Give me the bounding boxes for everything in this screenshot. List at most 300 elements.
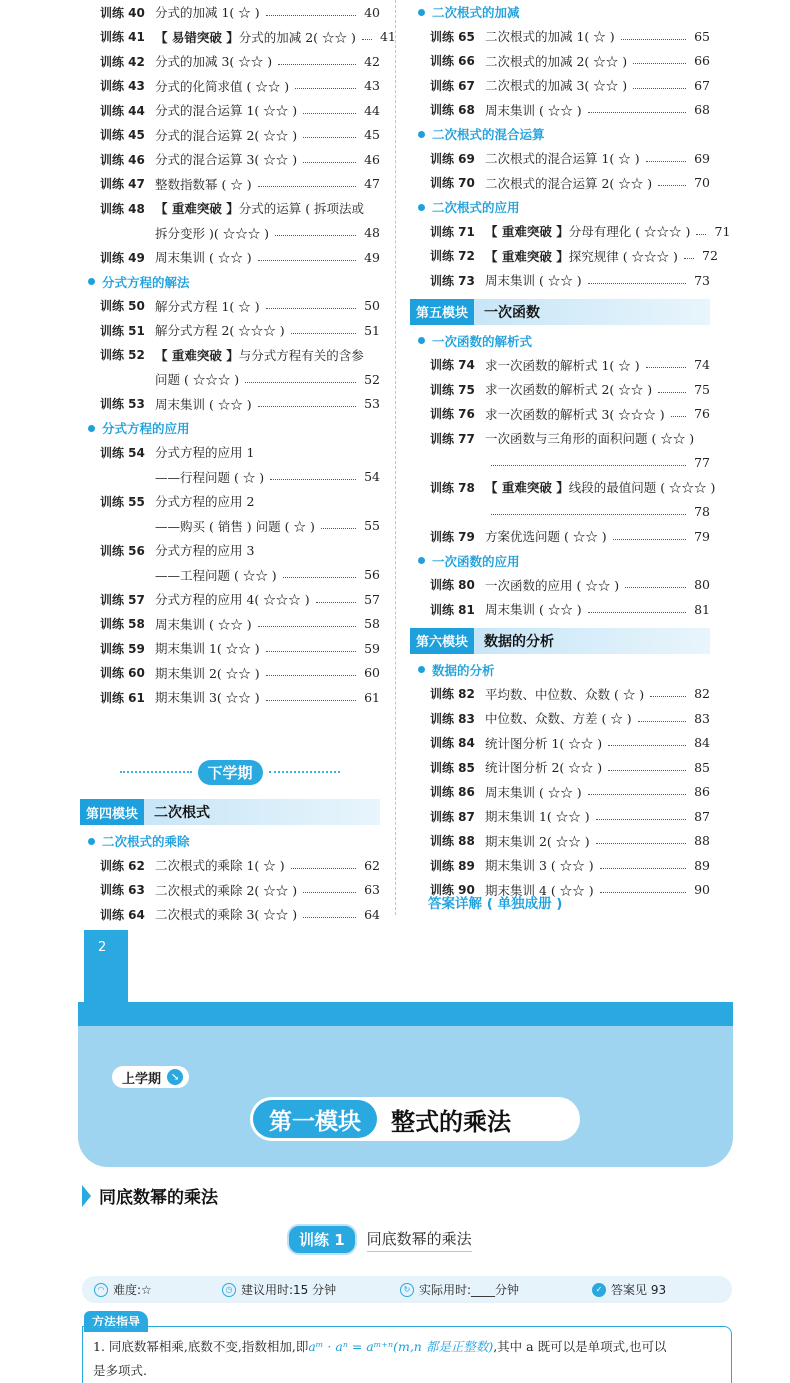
- page-ref: 43: [364, 78, 380, 94]
- toc-entry[interactable]: [410, 804, 710, 829]
- semester-tag-label: 上学期: [122, 1071, 162, 1087]
- entry-title-text: 二次根式的加减 2( ☆☆ ): [485, 53, 628, 69]
- leader-dots: [303, 917, 356, 918]
- entry-title-text: 问题 ( ☆☆☆ ): [155, 372, 240, 388]
- page-ref: 64: [364, 906, 380, 922]
- training-code: 训练 43: [100, 79, 145, 94]
- page-ref: 61: [364, 689, 380, 705]
- leader-dots: [266, 651, 356, 652]
- page-ref: 60: [364, 665, 380, 681]
- page-ref: 52: [364, 371, 380, 387]
- page-ref: 49: [364, 249, 380, 265]
- toc-section-heading: [80, 416, 380, 440]
- training-code: 训练 73: [430, 273, 475, 288]
- leader-dots: [613, 539, 686, 540]
- toc-entry[interactable]: [80, 902, 380, 927]
- bullet-icon: [418, 337, 425, 344]
- toc-right-column: [410, 0, 731, 902]
- training-code: 训练 81: [430, 602, 475, 617]
- toc-entry[interactable]: [410, 98, 710, 123]
- section-title: 二次根式的混合运算: [432, 127, 545, 142]
- toc-entry[interactable]: [410, 597, 710, 622]
- suggested-time-text: 建议用时:15 分钟: [241, 1283, 337, 1297]
- toc-module-heading: [410, 299, 710, 325]
- toc-entry[interactable]: [80, 612, 380, 637]
- entry-tag: 【 重难突破 】: [485, 248, 569, 264]
- info-bar: [82, 1276, 732, 1303]
- leader-dots: [491, 514, 686, 515]
- training-code: 训练 41: [100, 30, 145, 45]
- toc-entry[interactable]: [410, 377, 710, 402]
- toc-entry[interactable]: [80, 147, 380, 172]
- module-label: 第六模块: [410, 628, 474, 654]
- entry-title: [485, 685, 644, 703]
- leader-dots: [671, 416, 686, 417]
- answer-ref-text: 答案见 93: [611, 1283, 667, 1297]
- entry-title-text: 二次根式的加减 3( ☆☆ ): [485, 78, 628, 94]
- page-ref: 88: [694, 833, 710, 849]
- toc-entry[interactable]: [410, 268, 710, 293]
- toc-entry[interactable]: [410, 524, 710, 549]
- page-ref: 78: [694, 504, 710, 520]
- toc-entry[interactable]: [80, 25, 396, 50]
- page-ref: 68: [694, 102, 710, 118]
- toc-left-lower: [80, 793, 380, 927]
- leader-dots: [303, 162, 356, 163]
- leader-dots: [588, 112, 686, 113]
- leader-dots: [362, 39, 372, 40]
- entry-title: [485, 76, 627, 94]
- entry-tag: 【 易错突破 】: [155, 29, 239, 45]
- leader-dots: [650, 696, 686, 697]
- training-code: 训练 45: [100, 128, 145, 143]
- section-title: 一次函数的应用: [432, 553, 520, 569]
- training-code: 训练 48: [100, 201, 145, 216]
- toc-section-heading: [410, 329, 710, 353]
- toc-entry-continuation[interactable]: [80, 367, 380, 392]
- leader-dots: [258, 626, 356, 627]
- page-ref: 77: [694, 455, 710, 471]
- toc-entry[interactable]: [410, 24, 710, 49]
- answer-ref: [592, 1281, 666, 1298]
- entry-title-text: 周末集训 ( ☆☆ ): [485, 784, 582, 800]
- training-code: 训练 67: [430, 78, 475, 93]
- leader-dots: [658, 185, 686, 186]
- training-code: 训练 69: [430, 151, 475, 166]
- alarm-clock-icon: ◷: [222, 1283, 236, 1297]
- module-label: 第一模块: [253, 1100, 377, 1138]
- training-code: 训练 61: [100, 690, 145, 705]
- toc-entry[interactable]: [410, 171, 710, 196]
- toc-entry[interactable]: [410, 146, 710, 171]
- entry-title: [485, 783, 582, 801]
- topic-title: 同底数幂的乘法: [99, 1188, 218, 1208]
- entry-title: [485, 356, 640, 374]
- check-circle-icon: ✓: [592, 1283, 606, 1297]
- method-line-1: [93, 1335, 721, 1359]
- entry-title-text: 期末集训 1( ☆☆ ): [485, 809, 590, 825]
- entry-title-text: 整数指数幂 ( ☆ ): [155, 176, 252, 192]
- entry-title-text: 分式的加减 2( ☆☆ ): [238, 29, 356, 45]
- entry-title-text: ——行程问题 ( ☆ ): [155, 469, 265, 485]
- toc-entry[interactable]: [410, 780, 710, 805]
- training-code: 训练 88: [430, 834, 475, 849]
- entry-title-text: 期末集训 4 ( ☆☆ ): [485, 882, 594, 898]
- training-code: 训练 47: [100, 177, 145, 192]
- dotted-line: [269, 771, 341, 773]
- page-ref: 74: [694, 357, 710, 373]
- training-code: 训练 57: [100, 592, 145, 607]
- entry-title-text: 二次根式的加减 1( ☆ ): [485, 29, 615, 45]
- leader-dots: [275, 235, 356, 236]
- entry-title-text: ——购买 ( 销售 ) 问题 ( ☆ ): [155, 518, 315, 534]
- entry-title-text: 分式方程的应用 3: [155, 543, 255, 559]
- page-ref: 82: [694, 686, 710, 702]
- leader-dots: [303, 113, 356, 114]
- leader-dots: [266, 308, 356, 309]
- entry-title: [155, 639, 260, 657]
- page-ref: 90: [694, 882, 710, 898]
- toc-entry[interactable]: [80, 343, 380, 368]
- training-code: 训练 77: [430, 431, 475, 446]
- page-ref: 67: [694, 77, 710, 93]
- column-divider: [395, 0, 396, 915]
- entry-title-text: 统计图分析 1( ☆☆ ): [485, 735, 603, 751]
- entry-title-text: 期末集训 2( ☆☆ ): [155, 665, 260, 681]
- entry-title-text: 解分式方程 1( ☆ ): [155, 298, 260, 314]
- training-code: 训练 68: [430, 103, 475, 118]
- toc-entry[interactable]: [410, 73, 710, 98]
- entry-title-text: 求一次函数的解析式 2( ☆☆ ): [485, 382, 653, 398]
- entry-tag: 【 重难突破 】: [155, 347, 239, 363]
- toc-entry[interactable]: [80, 123, 380, 148]
- toc-entry[interactable]: [80, 685, 380, 710]
- topic-heading: [82, 1183, 218, 1208]
- toc-entry[interactable]: [80, 245, 380, 270]
- entry-title: [155, 3, 260, 21]
- actual-time-text: 实际用时:____分钟: [419, 1283, 520, 1297]
- training-code: 训练 72: [430, 249, 475, 264]
- entry-title: [485, 600, 582, 618]
- training-code: 训练 74: [430, 358, 475, 373]
- section-title: 分式方程的应用: [102, 421, 190, 436]
- entry-title-text: 方案优选问题 ( ☆☆ ): [485, 529, 607, 545]
- training-code: 训练 86: [430, 785, 475, 800]
- toc-entry[interactable]: [80, 392, 380, 417]
- page-ref: 46: [364, 151, 380, 167]
- toc-entry[interactable]: [410, 353, 710, 378]
- page-number: 2: [84, 930, 128, 1002]
- leader-dots: [291, 333, 356, 334]
- entry-title-text: 周末集训 ( ☆☆ ): [485, 102, 582, 118]
- entry-title: [485, 576, 619, 594]
- entry-title-text: 与分式方程有关的含参: [238, 347, 364, 363]
- leader-dots: [278, 64, 356, 65]
- entry-title-text: 平均数、中位数、众数 ( ☆ ): [485, 686, 645, 702]
- leader-dots: [588, 794, 686, 795]
- toc-section-heading: [80, 829, 380, 853]
- toc-entry[interactable]: [80, 538, 380, 563]
- section-title: 一次函数的解析式: [432, 333, 533, 349]
- entry-title: [485, 101, 582, 119]
- page-ref: 86: [694, 784, 710, 800]
- toc-entry[interactable]: [410, 219, 731, 244]
- entry-title-text: 期末集训 2( ☆☆ ): [485, 833, 590, 849]
- semester-divider-label: 下学期: [198, 760, 263, 785]
- entry-title: [155, 905, 297, 923]
- entry-title: [155, 590, 310, 608]
- toc-section-heading: [410, 0, 710, 24]
- page-ref: 48: [364, 225, 380, 241]
- entry-title-text: 探究规律 ( ☆☆☆ ): [568, 248, 678, 264]
- toc-entry[interactable]: [80, 98, 380, 123]
- toc-entry[interactable]: [80, 0, 380, 25]
- training-heading: [287, 1224, 472, 1255]
- entry-tag: 【 重难突破 】: [155, 201, 239, 217]
- entry-title: [155, 297, 260, 315]
- module-title: 数据的分析: [484, 633, 555, 650]
- entry-title: [155, 101, 297, 119]
- module-title: 一次函数: [484, 304, 541, 321]
- training-code: 训练 55: [100, 494, 145, 509]
- toc-entry[interactable]: [80, 489, 380, 514]
- page-ref: 44: [364, 102, 380, 118]
- leader-dots: [588, 612, 686, 613]
- toc-entry[interactable]: [80, 636, 380, 661]
- module-label: 第五模块: [410, 299, 474, 325]
- answers-note: 答案详解 ( 单独成册 ): [428, 896, 563, 912]
- entry-title: [155, 395, 252, 413]
- entry-title-text: 周末集训 ( ☆☆ ): [485, 602, 582, 618]
- toc-entry[interactable]: [80, 294, 380, 319]
- method-text: 1. 同底数幂相乘,底数不变,指数相加,即: [93, 1339, 309, 1354]
- training-code: 训练 75: [430, 382, 475, 397]
- toc-entry[interactable]: [80, 172, 380, 197]
- toc-entry[interactable]: [80, 74, 380, 99]
- page-ref: 81: [694, 601, 710, 617]
- toc-entry[interactable]: [410, 49, 710, 74]
- toc-entry[interactable]: [80, 440, 380, 465]
- entry-title: [485, 27, 615, 45]
- entry-title: [485, 429, 694, 447]
- training-code: 训练 49: [100, 250, 145, 265]
- toc-section-heading: [410, 195, 710, 219]
- training-code: 训练 51: [100, 323, 145, 338]
- leader-dots: [646, 367, 686, 368]
- entry-title: [155, 856, 285, 874]
- toc-entry[interactable]: [80, 196, 380, 221]
- toc-section-heading: [410, 549, 710, 573]
- toc-entry-continuation[interactable]: [80, 514, 380, 539]
- training-code: 训练 84: [430, 736, 475, 751]
- arrow-icon: ↘: [167, 1069, 183, 1085]
- entry-title-text: 一次函数与三角形的面积问题 ( ☆☆ ): [485, 431, 695, 447]
- entry-title: [155, 517, 315, 535]
- page-ref: 85: [694, 759, 710, 775]
- leader-dots: [266, 15, 356, 16]
- entry-title: [155, 28, 356, 46]
- entry-title-text: 二次根式的乘除 2( ☆☆ ): [155, 882, 298, 898]
- page-ref: 51: [364, 322, 380, 338]
- toc-entry-continuation[interactable]: [80, 465, 380, 490]
- entry-title-text: 周末集训 ( ☆☆ ): [155, 616, 252, 632]
- banner-top-strip: [78, 1002, 733, 1026]
- entry-title: [155, 443, 254, 461]
- entry-title-text: 中位数、众数、方差 ( ☆ ): [485, 711, 632, 727]
- entry-title: [485, 527, 607, 545]
- toc-entry[interactable]: [410, 853, 710, 878]
- entry-title-text: 求一次函数的解析式 3( ☆☆☆ ): [485, 406, 665, 422]
- bullet-icon: [418, 557, 425, 564]
- page-ref: 70: [694, 175, 710, 191]
- entry-title-text: 周末集训 ( ☆☆ ): [155, 250, 252, 266]
- module-title: 整式的乘法: [391, 1107, 511, 1136]
- toc-entry[interactable]: [410, 829, 710, 854]
- entry-title: [155, 175, 252, 193]
- entry-title: [485, 380, 652, 398]
- page-ref: 65: [694, 28, 710, 44]
- entry-title: [485, 856, 594, 874]
- entry-title-text: 求一次函数的解析式 1( ☆ ): [485, 357, 640, 373]
- entry-title-text: 分式方程的应用 2: [155, 494, 255, 510]
- leader-dots: [600, 868, 686, 869]
- toc-entry[interactable]: [80, 661, 380, 686]
- training-code: 训练 76: [430, 407, 475, 422]
- entry-title-text: 拆分变形 )( ☆☆☆ ): [155, 225, 270, 241]
- toc-entry[interactable]: [410, 573, 710, 598]
- page-ref: 62: [364, 857, 380, 873]
- entry-title: [155, 346, 364, 364]
- entry-title-text: 解分式方程 2( ☆☆☆ ): [155, 323, 285, 339]
- page-ref: 57: [364, 591, 380, 607]
- training-code: 训练 89: [430, 858, 475, 873]
- page-ref: 76: [694, 406, 710, 422]
- toc-entry[interactable]: [410, 731, 710, 756]
- leader-dots: [258, 260, 356, 261]
- bullet-icon: [418, 204, 425, 211]
- page-ref: 42: [364, 53, 380, 69]
- leader-dots: [321, 528, 356, 529]
- entry-title-text: 二次根式的混合运算 1( ☆ ): [485, 151, 640, 167]
- training-code: 训练 70: [430, 176, 475, 191]
- entry-title: [155, 566, 277, 584]
- toc-entry[interactable]: [410, 426, 710, 451]
- method-tab: 方法指导: [84, 1311, 148, 1332]
- entry-title: [155, 224, 269, 242]
- toc-entry-continuation[interactable]: [410, 451, 710, 476]
- training-code: 训练 60: [100, 666, 145, 681]
- chevron-right-icon: [82, 1185, 91, 1207]
- page-ref: 53: [364, 396, 380, 412]
- toc-section-heading: [410, 658, 710, 682]
- toc-entry[interactable]: [80, 587, 380, 612]
- bullet-icon: [88, 278, 95, 285]
- training-code: 训练 85: [430, 760, 475, 775]
- toc-left-column: [80, 0, 396, 710]
- leader-dots: [303, 137, 356, 138]
- method-formula: aᵐ · aⁿ = aᵐ⁺ⁿ(m,n 都是正整数): [308, 1339, 494, 1354]
- leader-dots: [266, 675, 356, 676]
- section-title: 分式方程的解法: [102, 274, 190, 290]
- toc-entry-continuation[interactable]: [410, 500, 710, 525]
- page-ref: 79: [694, 528, 710, 544]
- entry-title: [485, 758, 602, 776]
- toc-entry[interactable]: [80, 853, 380, 878]
- entry-title: [485, 247, 678, 265]
- page-ref: 59: [364, 640, 380, 656]
- toc-entry[interactable]: [410, 475, 716, 500]
- entry-title-text: 分式的加减 1( ☆ ): [155, 5, 260, 21]
- page-ref: 45: [364, 127, 380, 143]
- toc-entry[interactable]: [410, 682, 710, 707]
- leader-dots: [696, 234, 706, 235]
- bullet-icon: [88, 838, 95, 845]
- bullet-icon: [88, 425, 95, 432]
- toc-entry[interactable]: [410, 402, 710, 427]
- toc-module-heading: [80, 799, 380, 825]
- leader-dots: [633, 63, 686, 64]
- leader-dots: [608, 745, 686, 746]
- module-title-pill: [250, 1097, 580, 1141]
- entry-title: [485, 52, 627, 70]
- section-title: 二次根式的加减: [432, 5, 520, 20]
- entry-title: [485, 405, 665, 423]
- toc-entry[interactable]: [80, 878, 380, 903]
- toc-entry-continuation[interactable]: [80, 221, 380, 246]
- training-code: 训练 44: [100, 103, 145, 118]
- training-code: 训练 65: [430, 29, 475, 44]
- entry-title: [155, 492, 254, 510]
- entry-title: [485, 222, 690, 240]
- module-label: 第四模块: [80, 799, 144, 825]
- entry-title: [485, 174, 652, 192]
- toc-entry[interactable]: [410, 706, 710, 731]
- training-code: 训练 54: [100, 445, 145, 460]
- toc-entry-continuation[interactable]: [80, 563, 380, 588]
- entry-title-text: 分式方程的应用 1: [155, 445, 255, 461]
- suggested-time: [222, 1281, 336, 1298]
- leader-dots: [316, 602, 356, 603]
- entry-title: [155, 541, 254, 559]
- entry-title-text: 分母有理化 ( ☆☆☆ ): [568, 224, 691, 240]
- page-ref: 87: [694, 808, 710, 824]
- method-text: ,其中 a 既可以是单项式,也可以: [493, 1339, 667, 1354]
- page-ref: 69: [694, 150, 710, 166]
- training-code: 训练 80: [430, 578, 475, 593]
- entry-title-text: 二次根式的乘除 3( ☆☆ ): [155, 907, 298, 923]
- toc-section-heading: [80, 270, 380, 294]
- toc-entry[interactable]: [80, 318, 380, 343]
- entry-title: [485, 807, 590, 825]
- training-code: 训练 53: [100, 397, 145, 412]
- training-code: 训练 66: [430, 54, 475, 69]
- training-code: 训练 62: [100, 858, 145, 873]
- training-code: 训练 63: [100, 883, 145, 898]
- entry-title-text: 分式的混合运算 2( ☆☆ ): [155, 127, 298, 143]
- toc-entry[interactable]: [410, 244, 718, 269]
- leader-dots: [291, 868, 356, 869]
- training-code: 训练 79: [430, 529, 475, 544]
- training-label: 训练 1: [287, 1224, 357, 1255]
- training-code: 训练 50: [100, 299, 145, 314]
- toc-entry[interactable]: [410, 755, 710, 780]
- entry-title: [155, 688, 260, 706]
- entry-title-text: 期末集训 3 ( ☆☆ ): [485, 858, 594, 874]
- toc-entry[interactable]: [80, 49, 380, 74]
- leader-dots: [596, 843, 686, 844]
- training-code: 训练 46: [100, 152, 145, 167]
- leader-dots: [633, 88, 686, 89]
